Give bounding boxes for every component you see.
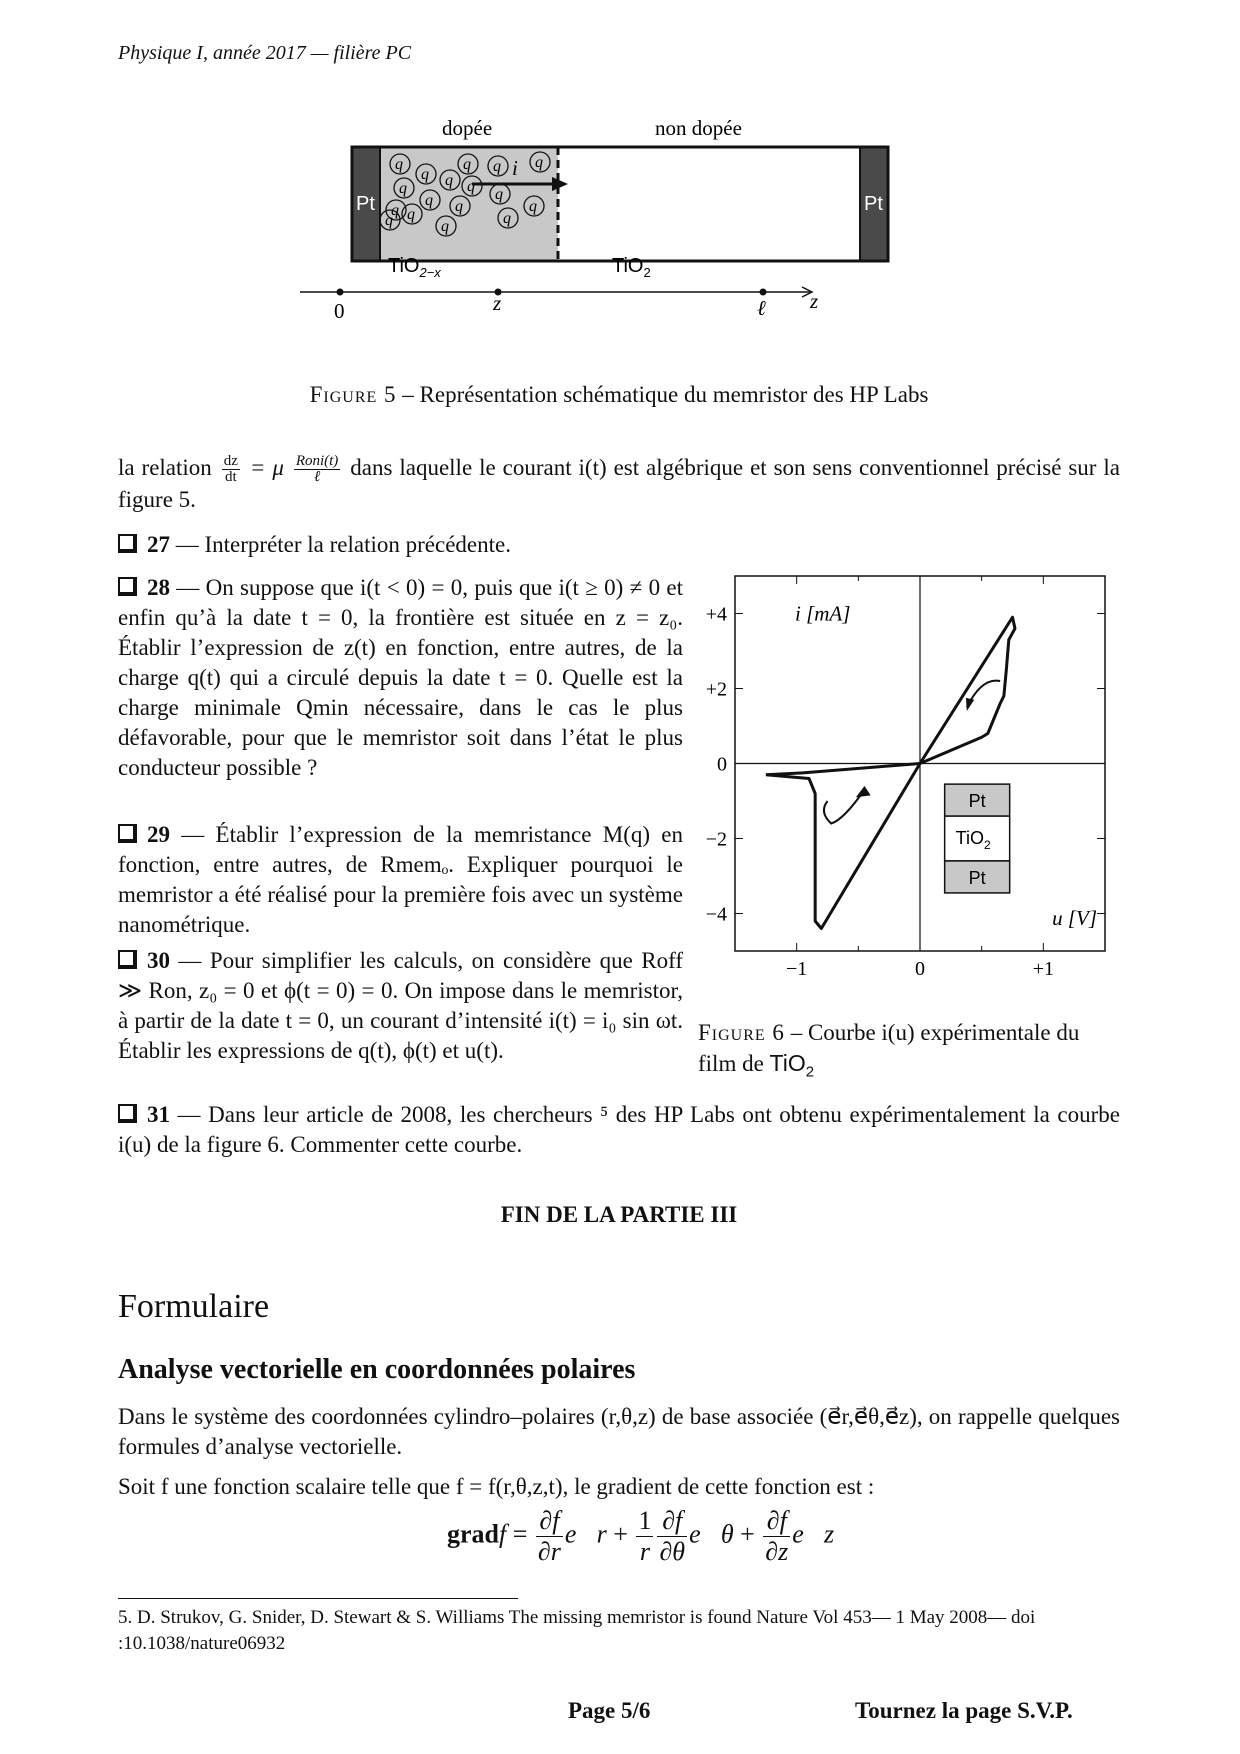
y-axis-label: i [mA]	[795, 601, 851, 626]
y-tick-label: −2	[705, 828, 727, 851]
inset-middle-label: TiO$_2$	[955, 828, 991, 853]
axis-l-label: ℓ	[757, 296, 766, 320]
intro-eq: = μ	[242, 455, 291, 480]
svg-text:q: q	[385, 212, 393, 229]
x-tick-label: −1	[786, 958, 808, 980]
svg-text:q: q	[441, 218, 449, 235]
footnote-rule	[118, 1598, 518, 1599]
label-non-dopee: non dopée	[655, 116, 742, 140]
checkbox-icon	[118, 534, 137, 553]
y-tick-label: −4	[705, 903, 727, 926]
svg-text:q: q	[407, 206, 415, 223]
y-tick-label: +4	[705, 603, 727, 626]
axis-name: z	[810, 289, 819, 313]
material-left-label: TiO$_{2-x}$	[388, 255, 441, 280]
running-header: Physique I, année 2017 — filière PC	[118, 42, 412, 64]
axis-origin-dot	[337, 289, 344, 296]
checkbox-icon	[118, 577, 137, 596]
intro-text-1: la relation	[118, 455, 212, 480]
svg-text:q: q	[421, 166, 429, 183]
page-number: Page 5/6	[568, 1698, 651, 1723]
turn-page-note: Tournez la page S.V.P.	[855, 1698, 1073, 1723]
fraction-ron: $\frac{\text{Roni(t)}}{\text{ℓ}}$	[295, 453, 339, 486]
inset-bottom-label: Pt	[968, 867, 986, 888]
end-of-part: FIN DE LA PARTIE III	[500, 1202, 738, 1227]
x-axis-label: u [V]	[1052, 905, 1097, 930]
checkbox-icon	[118, 1104, 137, 1123]
material-right-label: TiO$_2$	[612, 255, 651, 280]
checkbox-icon	[118, 950, 137, 969]
figure-5-caption-text: – Représentation schématique du memristor des HP Labs	[396, 382, 929, 407]
svg-text:q: q	[391, 202, 399, 219]
formulaire-paragraph-2: Soit f une fonction scalaire telle que f = f(r,θ,z,t), le gradient de cette fonction est :	[118, 1474, 875, 1499]
figure-6-chart	[695, 568, 1125, 1008]
checkbox-icon	[118, 824, 137, 843]
x-tick-label: 0	[915, 958, 925, 980]
formulaire-paragraph-1: Dans le système des coordonnées cylindro–polaires (r,θ,z) de base associée (e⃗r,e⃗θ,e⃗z), on rappelle quelques formules d’analyse vectorielle.	[118, 1404, 1120, 1459]
electrode-left-label: Pt	[356, 193, 375, 215]
question-31: 31 — Dans leur article de 2008, les chercheurs ⁵ des HP Labs ont obtenu expérimentalement la courbe i(u) de la figure 6. Commenter cette courbe.	[118, 1102, 1120, 1157]
svg-text:q: q	[529, 198, 537, 215]
question-30: 30 — Pour simplifier les calculs, on considère que Roff ≫ Ron, z₀ = 0 et ϕ(t = 0) = 0. On impose dans le memristor, à partir de la date t = 0, un courant d’intensité i(t) = i₀ sin ωt. Établir les expressions de q(t), ϕ(t) et u(t).	[118, 948, 683, 1063]
label-dopee: dopée	[442, 116, 493, 140]
figure-6-caption: Figure 6 – Courbe i(u) expérimentale du film de TiO$_2$	[698, 1020, 1080, 1081]
section-title: Formulaire	[118, 1288, 270, 1325]
svg-text:q: q	[463, 156, 471, 173]
svg-text:q: q	[395, 156, 403, 173]
svg-text:q: q	[503, 210, 511, 227]
question-28: 28 — On suppose que i(t < 0) = 0, puis que i(t ≥ 0) ≠ 0 et enfin qu’à la date t = 0, la frontière est située en z = z₀. Établir l’expression de z(t) en fonction, entre autres, de la charge q(t) qui a circulé depuis la date t = 0. Quelle est la charge minimale Qmin nécessaire, dans le cas le plus défavorable, pour que le memristor soit dans l’état le plus conducteur possible ?	[118, 575, 683, 780]
axis-l-dot	[760, 289, 767, 296]
y-tick-label: +2	[705, 678, 727, 701]
subsection-title: Analyse vectorielle en coordonnées polaires	[118, 1354, 636, 1385]
question-27: 27 — Interpréter la relation précédente.	[118, 530, 1120, 560]
figure-5-diagram	[300, 110, 940, 370]
svg-text:q: q	[425, 192, 433, 209]
fraction-dz-dt: $\frac{dz}{dt}$	[223, 453, 238, 486]
svg-text:q: q	[467, 178, 475, 195]
gradient-formula: gradf = $\frac{\partial f}{\partial r}$ e⃗r + $\frac{1}{r}$ $\frac{\partial f}{\partial\theta}$ e⃗θ + $\frac{\partial f}{\partial z}$ e⃗z	[447, 1506, 835, 1566]
figure-5-caption	[118, 382, 1120, 408]
svg-text:q: q	[495, 186, 503, 203]
svg-text:q: q	[445, 172, 453, 189]
x-tick-label: +1	[1032, 958, 1054, 980]
intro-text-2: dans laquelle le courant i(t) est algébrique et son sens conventionnel précisé sur la figure 5.	[118, 455, 1120, 513]
svg-text:q: q	[493, 158, 501, 175]
current-label: i	[512, 156, 518, 180]
figure-5-caption-prefix: Figure 5	[309, 382, 397, 407]
electrode-right-label: Pt	[864, 193, 883, 215]
axis-origin-label: 0	[334, 299, 345, 323]
y-tick-label: 0	[717, 753, 727, 776]
question-29: 29 — Établir l’expression de la memristance M(q) en fonction, entre autres, de Rmemₒ. Expliquer pourquoi le memristor a été réalisé pour la première fois avec un système nanométrique.	[118, 822, 683, 937]
inset-top-label: Pt	[968, 791, 986, 812]
svg-text:q: q	[535, 154, 543, 171]
axis-z-label: z	[493, 291, 502, 315]
intro-paragraph	[118, 453, 1120, 515]
footnote: 5. D. Strukov, G. Snider, D. Stewart & S. Williams The missing memristor is found Nature Vol 453— 1 May 2008— doi :10.1038/nature06932	[118, 1607, 1036, 1654]
svg-text:q: q	[399, 180, 407, 197]
svg-text:q: q	[455, 198, 463, 215]
